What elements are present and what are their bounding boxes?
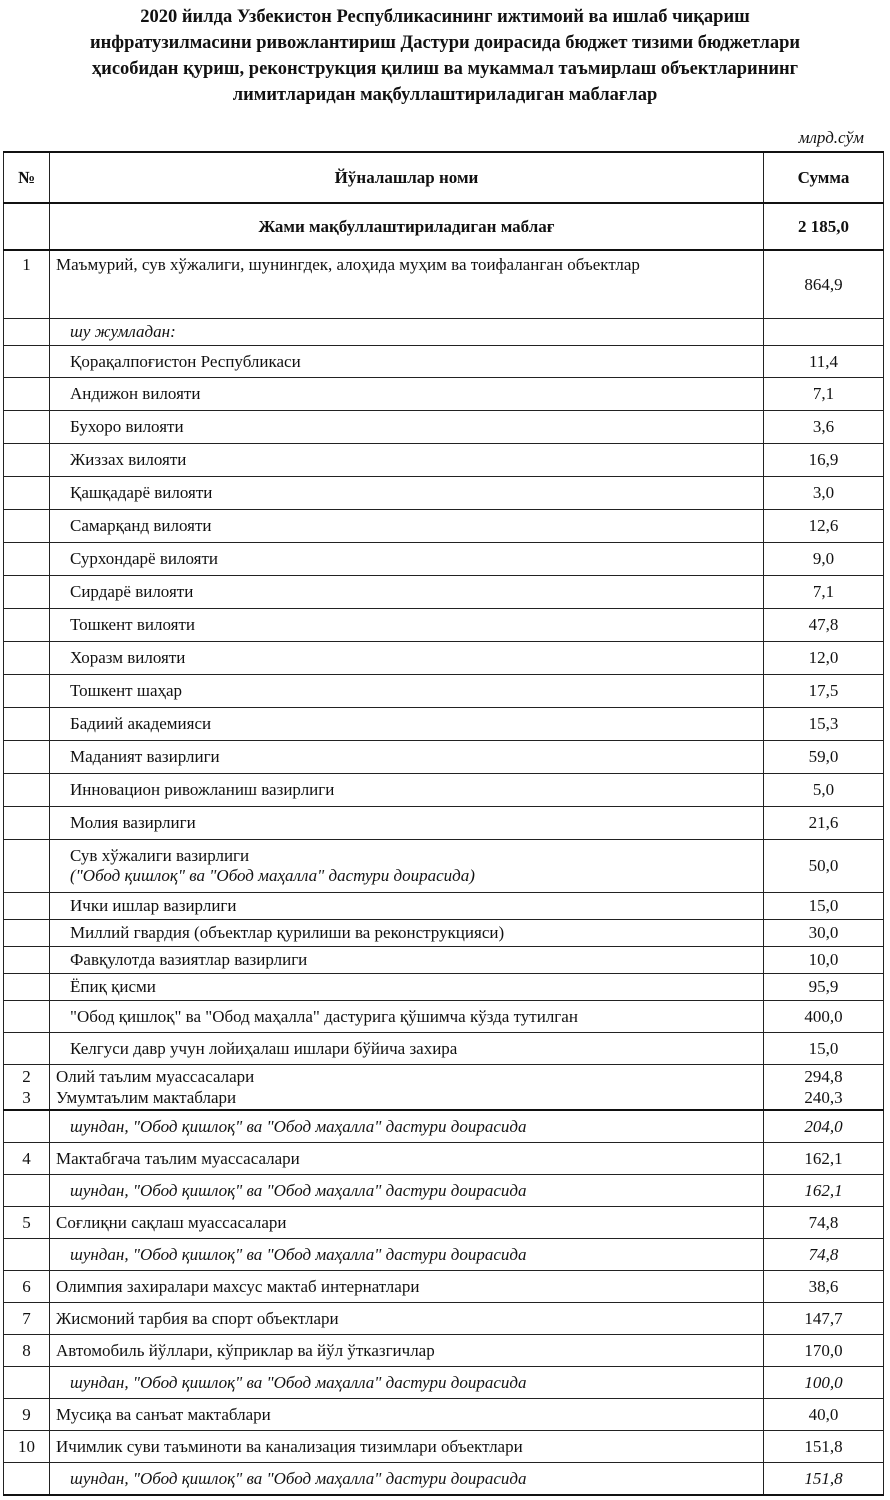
table-row	[4, 1335, 884, 1367]
row-name: Фавқулотда вазиятлар вазирлиги	[50, 947, 764, 974]
sub-row	[4, 444, 884, 477]
row-num	[4, 947, 50, 974]
row-sum: 15,3	[764, 708, 884, 741]
row-name: Сирдарё вилояти	[50, 576, 764, 609]
row-sum	[764, 1065, 884, 1111]
title-line: инфратузилмасини ривожлантириш Дастури доирасида бюджет тизими бюджетлари	[89, 33, 801, 53]
row-sum: 9,0	[764, 543, 884, 576]
header-name: Йўналашлар номи	[50, 152, 764, 203]
row-num	[4, 642, 50, 675]
including-row	[4, 319, 884, 346]
sub-row	[4, 609, 884, 642]
row-sum: 12,0	[764, 642, 884, 675]
row-num	[4, 974, 50, 1001]
sub-row	[4, 920, 884, 947]
row-num	[4, 920, 50, 947]
row-name: Миллий гвардия (объектлар қурилиши ва реконструкцияси)	[50, 920, 764, 947]
row-sum: 162,1	[764, 1175, 884, 1207]
row-num: 4	[4, 1143, 50, 1175]
row-name: шундан, "Обод қишлоқ" ва "Обод маҳалла" дастури доирасида	[50, 1239, 764, 1271]
row-name	[50, 1065, 764, 1111]
row-name: Қашқадарё вилояти	[50, 477, 764, 510]
row-num: 5	[4, 1207, 50, 1239]
header-num: №	[4, 152, 50, 203]
row-sum: 3,0	[764, 477, 884, 510]
row-num	[4, 543, 50, 576]
row-sum: 47,8	[764, 609, 884, 642]
row-name: Андижон вилояти	[50, 378, 764, 411]
row-num	[4, 510, 50, 543]
budget-table	[3, 151, 884, 1496]
row-name: Мактабгача таълим муассасалари	[50, 1143, 764, 1175]
row-name: "Обод қишлоқ" ва "Обод маҳалла" дастурига қўшимча кўзда тутилган	[50, 1001, 764, 1033]
row-num	[4, 1001, 50, 1033]
row-sum: 16,9	[764, 444, 884, 477]
row-num	[4, 346, 50, 378]
row-name: Маъмурий, сув хўжалиги, шунингдек, алоҳида муҳим ва тоифаланган объектлар	[50, 250, 764, 319]
row-num	[4, 1175, 50, 1207]
row-sum: 162,1	[764, 1143, 884, 1175]
sub-row	[4, 774, 884, 807]
row-sum: 95,9	[764, 974, 884, 1001]
row-sum: 17,5	[764, 675, 884, 708]
row-num	[4, 1239, 50, 1271]
row-sum: 40,0	[764, 1399, 884, 1431]
row-name: Тошкент шаҳар	[50, 675, 764, 708]
row-sum: 7,1	[764, 576, 884, 609]
table-row	[4, 1303, 884, 1335]
header-sum: Сумма	[764, 152, 884, 203]
row-num	[4, 444, 50, 477]
row-name-text: Сув хўжалиги вазирлиги	[70, 846, 250, 865]
table-row	[4, 1207, 884, 1239]
row-name: Келгуси давр учун лойиҳалаш ишлари бўйича захира	[50, 1033, 764, 1065]
row-num: 10	[4, 1431, 50, 1463]
sub-row	[4, 378, 884, 411]
row-num	[4, 477, 50, 510]
row-name: Самарқанд вилояти	[50, 510, 764, 543]
row-num	[4, 576, 50, 609]
row-name: Жиззах вилояти	[50, 444, 764, 477]
row-sum: 864,9	[764, 250, 884, 319]
sub-row	[4, 807, 884, 840]
row-num	[4, 708, 50, 741]
row-name: Сурхондарё вилояти	[50, 543, 764, 576]
row23-num3: 3	[22, 1088, 31, 1107]
table-row	[4, 1399, 884, 1431]
total-row	[4, 203, 884, 250]
row-sum: 30,0	[764, 920, 884, 947]
row-sum: 204,0	[764, 1110, 884, 1143]
row-sum: 12,6	[764, 510, 884, 543]
row-name: Ёпиқ қисми	[50, 974, 764, 1001]
row-sum: 74,8	[764, 1207, 884, 1239]
row-num	[4, 1033, 50, 1065]
table-row	[4, 1065, 884, 1111]
sub-row	[4, 1033, 884, 1065]
row-name: Бухоро вилояти	[50, 411, 764, 444]
row-name	[50, 840, 764, 893]
row-sum: 400,0	[764, 1001, 884, 1033]
row-sum: 21,6	[764, 807, 884, 840]
sub-row	[4, 840, 884, 893]
row-name: Соғлиқни сақлаш муассасалари	[50, 1207, 764, 1239]
sub-row	[4, 510, 884, 543]
row-sum: 147,7	[764, 1303, 884, 1335]
row23-name3: Умумтаълим мактаблари	[56, 1088, 237, 1107]
table-row	[4, 1271, 884, 1303]
sub-row	[4, 741, 884, 774]
row-num	[4, 675, 50, 708]
row-name: Хоразм вилояти	[50, 642, 764, 675]
row-sum: 100,0	[764, 1367, 884, 1399]
row-sum: 3,6	[764, 411, 884, 444]
of-which-row	[4, 1175, 884, 1207]
row-sum: 15,0	[764, 1033, 884, 1065]
row-name: шундан, "Обод қишлоқ" ва "Обод маҳалла" дастури доирасида	[50, 1463, 764, 1496]
row-name: шундан, "Обод қишлоқ" ва "Обод маҳалла" дастури доирасида	[50, 1367, 764, 1399]
row-note: ("Обод қишлоқ" ва "Обод маҳалла" дастури доирасида)	[70, 866, 475, 885]
table-row	[4, 250, 884, 319]
sub-row	[4, 346, 884, 378]
row-sum: 5,0	[764, 774, 884, 807]
row-num	[4, 893, 50, 920]
row-num	[4, 774, 50, 807]
sub-row	[4, 576, 884, 609]
row-num: 1	[4, 250, 50, 319]
table-row	[4, 1143, 884, 1175]
sub-row	[4, 675, 884, 708]
row23-sum3: 240,3	[804, 1088, 843, 1107]
row-sum: 15,0	[764, 893, 884, 920]
sub-row	[4, 411, 884, 444]
row-name: Молия вазирлиги	[50, 807, 764, 840]
unit-label: млрд.сўм	[798, 128, 864, 147]
of-which-row	[4, 1110, 884, 1143]
row23-sum2: 294,8	[804, 1067, 843, 1086]
row-num	[4, 1367, 50, 1399]
sub-row	[4, 543, 884, 576]
row-sum: 151,8	[764, 1431, 884, 1463]
row-name: Қорақалпоғистон Республикаси	[50, 346, 764, 378]
row-sum: 59,0	[764, 741, 884, 774]
document-title	[60, 4, 830, 108]
sub-row	[4, 1001, 884, 1033]
table-row	[4, 1431, 884, 1463]
row-num	[4, 741, 50, 774]
of-which-row	[4, 1463, 884, 1496]
title-line: 2020 йилда Узбекистон Республикасининг ижтимоий ва ишлаб чиқариш	[140, 7, 750, 27]
row-sum: 74,8	[764, 1239, 884, 1271]
row-name: Тошкент вилояти	[50, 609, 764, 642]
of-which-row	[4, 1239, 884, 1271]
row-num	[4, 609, 50, 642]
row-num: 8	[4, 1335, 50, 1367]
row-sum: 50,0	[764, 840, 884, 893]
title-line: ҳисобидан қуриш, реконструкция қилиш ва мукаммал таъмирлаш объектларининг	[91, 59, 799, 79]
row-name: Маданият вазирлиги	[50, 741, 764, 774]
row-num	[4, 807, 50, 840]
row-name: Инновацион ривожланиш вазирлиги	[50, 774, 764, 807]
row-name: Жисмоний тарбия ва спорт объектлари	[50, 1303, 764, 1335]
row-num: 9	[4, 1399, 50, 1431]
row-num	[4, 1110, 50, 1143]
row-num: 6	[4, 1271, 50, 1303]
sub-row	[4, 477, 884, 510]
of-which-row	[4, 1367, 884, 1399]
row-name: Бадиий академияси	[50, 708, 764, 741]
row-name: шундан, "Обод қишлоқ" ва "Обод маҳалла" дастури доирасида	[50, 1175, 764, 1207]
row-sum: 151,8	[764, 1463, 884, 1496]
row-num	[4, 378, 50, 411]
row-sum: 7,1	[764, 378, 884, 411]
row-name: Ичимлик суви таъминоти ва канализация тизимлари объектлари	[50, 1431, 764, 1463]
total-name: Жами мақбуллаштириладиган маблағ	[50, 203, 764, 250]
row-num	[4, 840, 50, 893]
title-line: лимитларидан мақбуллаштириладиган маблағлар	[232, 85, 658, 105]
sub-row	[4, 974, 884, 1001]
row-num	[4, 411, 50, 444]
row-name: Автомобиль йўллари, кўприклар ва йўл ўтказгичлар	[50, 1335, 764, 1367]
sub-row	[4, 893, 884, 920]
row-name: Ички ишлар вазирлиги	[50, 893, 764, 920]
row-num	[4, 1065, 50, 1111]
row-sum: 11,4	[764, 346, 884, 378]
row-sum: 38,6	[764, 1271, 884, 1303]
total-sum: 2 185,0	[764, 203, 884, 250]
row-name: Мусиқа ва санъат мактаблари	[50, 1399, 764, 1431]
sub-row	[4, 947, 884, 974]
row-num: 7	[4, 1303, 50, 1335]
sub-row	[4, 708, 884, 741]
row-sum: 10,0	[764, 947, 884, 974]
row-name: Олимпия захиралари махсус мактаб интернатлари	[50, 1271, 764, 1303]
row23-num2: 2	[22, 1067, 31, 1086]
row23-name2: Олий таълим муассасалари	[56, 1067, 255, 1086]
header-row	[4, 152, 884, 203]
row-name: шундан, "Обод қишлоқ" ва "Обод маҳалла" дастури доирасида	[50, 1110, 764, 1143]
including-label: шу жумладан:	[50, 319, 764, 346]
row-num	[4, 1463, 50, 1496]
sub-row	[4, 642, 884, 675]
row-sum: 170,0	[764, 1335, 884, 1367]
